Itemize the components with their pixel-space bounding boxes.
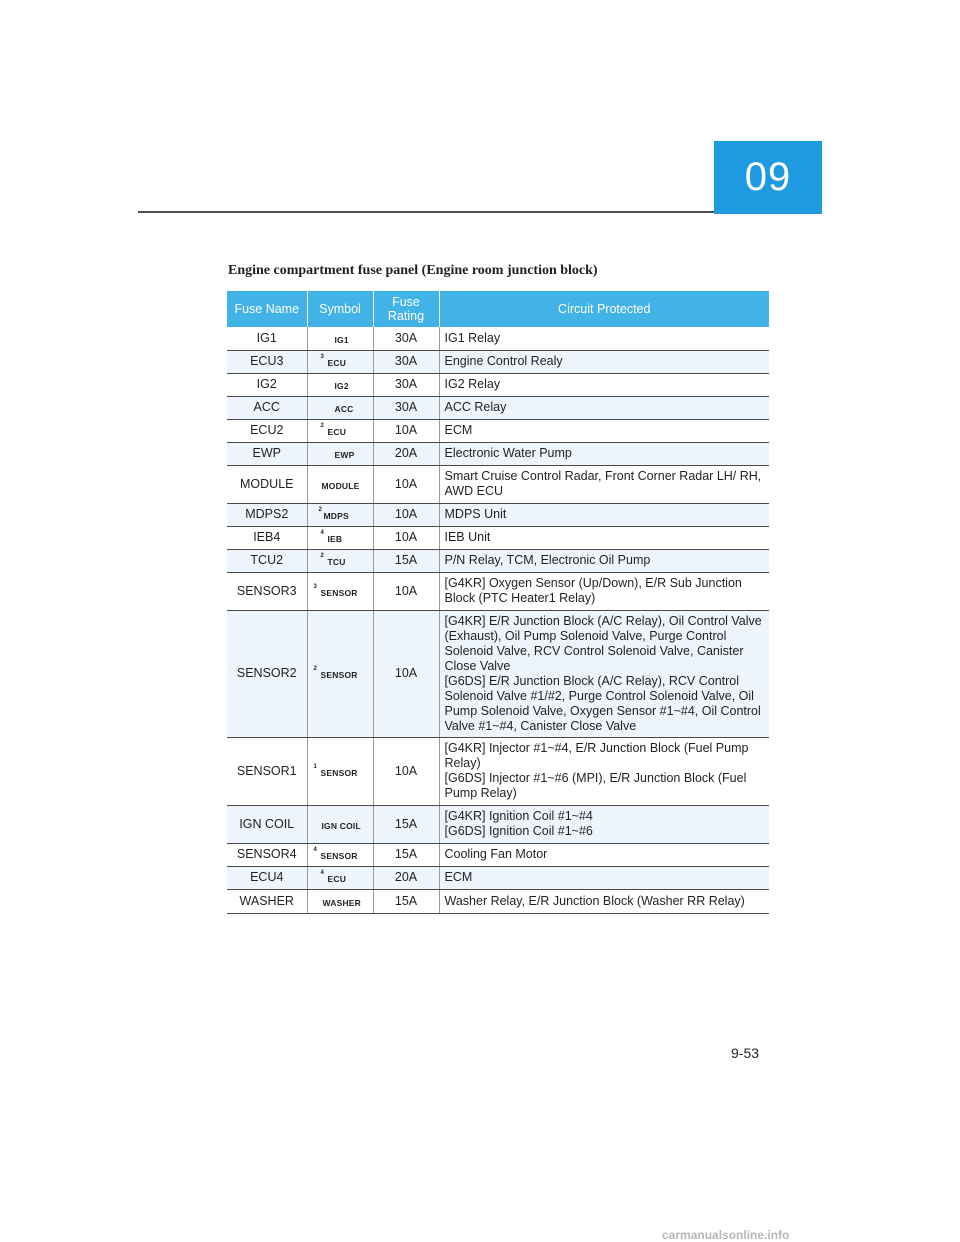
fuse-symbol-icon: [313, 870, 379, 885]
cell-symbol: [307, 327, 373, 350]
symbol-text: MODULE: [321, 480, 360, 491]
symbol-text: ECU: [327, 427, 347, 437]
header-fuse-rating: [373, 291, 439, 327]
section-title: Engine compartment fuse panel (Engine room junction block): [228, 263, 598, 278]
cell-fuse-name: IGN COIL: [227, 805, 307, 843]
cell-fuse-name: SENSOR2: [227, 610, 307, 737]
symbol-text: IEB: [327, 534, 343, 544]
cell-circuit-protected: Engine Control Realy: [439, 350, 769, 373]
symbol-number: 4: [313, 847, 317, 853]
fuse-symbol-icon: [313, 847, 379, 862]
cell-fuse-rating: 10A: [373, 610, 439, 737]
cell-fuse-rating: 30A: [373, 350, 439, 373]
cell-fuse-name: EWP: [227, 442, 307, 465]
header-rating-line2: Rating: [387, 309, 425, 323]
cell-symbol: [307, 396, 373, 419]
page-number: 9-53: [731, 1045, 760, 1061]
symbol-text: SENSOR: [320, 587, 358, 598]
cell-circuit-protected: [G4KR] E/R Junction Block (A/C Relay), Oil Control Valve (Exhaust), Oil Pump Solenoid Valve, Purge Control Solenoid Valve, RCV Control Solenoid Valve, Canister Close Valve [G6DS] E/R Junction Block (A/C Relay), RCV Control Solenoid Valve #1/#2, Purge Control Solenoid Valve, Oil Pump Solenoid Valve, Oxygen Sensor #1~#4, Oil Control Valve #1~#4, Canister Close Valve: [439, 610, 769, 737]
cell-symbol: [307, 350, 373, 373]
cell-fuse-rating: 15A: [373, 843, 439, 866]
cell-fuse-rating: 20A: [373, 866, 439, 889]
table-row: [227, 373, 769, 396]
fuse-symbol-icon: [313, 507, 379, 522]
cell-circuit-protected: [G4KR] Oxygen Sensor (Up/Down), E/R Sub Junction Block (PTC Heater1 Relay): [439, 572, 769, 610]
cell-fuse-name: SENSOR3: [227, 572, 307, 610]
header-rating-line1: Fuse: [392, 295, 420, 309]
cell-fuse-name: TCU2: [227, 549, 307, 572]
symbol-number: 4: [320, 530, 324, 536]
cell-fuse-rating: 30A: [373, 327, 439, 350]
cell-symbol: [307, 866, 373, 889]
symbol-text: SENSOR: [320, 767, 358, 778]
cell-symbol: [307, 549, 373, 572]
cell-fuse-rating: 15A: [373, 549, 439, 572]
cell-symbol: [307, 373, 373, 396]
cell-fuse-rating: 15A: [373, 889, 439, 913]
fuse-table: [227, 291, 769, 914]
fuse-symbol-icon: [313, 423, 379, 438]
symbol-text: SENSOR: [320, 670, 358, 680]
cell-fuse-name: MDPS2: [227, 503, 307, 526]
table-row: [227, 572, 769, 610]
header-fuse-name: Fuse Name: [227, 291, 307, 327]
cell-fuse-rating: 10A: [373, 737, 439, 805]
cell-circuit-protected: IG1 Relay: [439, 327, 769, 350]
cell-circuit-protected: MDPS Unit: [439, 503, 769, 526]
fuse-symbol-icon: [313, 331, 379, 346]
cell-fuse-name: IG2: [227, 373, 307, 396]
cell-fuse-rating: 20A: [373, 442, 439, 465]
cell-circuit-protected: Smart Cruise Control Radar, Front Corner Radar LH/ RH, AWD ECU: [439, 465, 769, 503]
symbol-text: EWP: [334, 450, 355, 460]
table-row: [227, 889, 769, 913]
header-rule: [138, 211, 714, 213]
cell-circuit-protected: P/N Relay, TCM, Electronic Oil Pump: [439, 549, 769, 572]
cell-circuit-protected: ACC Relay: [439, 396, 769, 419]
symbol-text: ECU: [327, 874, 347, 884]
chapter-tab: 09: [714, 141, 822, 214]
cell-fuse-name: SENSOR4: [227, 843, 307, 866]
table-row: [227, 327, 769, 350]
fuse-symbol-icon: [313, 894, 379, 909]
cell-fuse-name: WASHER: [227, 889, 307, 913]
cell-symbol: [307, 610, 373, 737]
table-row: [227, 805, 769, 843]
cell-fuse-rating: 10A: [373, 419, 439, 442]
cell-symbol: [307, 442, 373, 465]
symbol-number: 2: [320, 553, 324, 559]
fuse-symbol-icon: [313, 354, 379, 369]
cell-symbol: [307, 419, 373, 442]
cell-symbol: [307, 805, 373, 843]
table-row: [227, 866, 769, 889]
fuse-symbol-icon: [313, 477, 379, 492]
cell-symbol: [307, 843, 373, 866]
cell-fuse-name: ECU3: [227, 350, 307, 373]
cell-fuse-rating: 10A: [373, 526, 439, 549]
cell-fuse-rating: 10A: [373, 503, 439, 526]
cell-circuit-protected: [G4KR] Injector #1~#4, E/R Junction Block (Fuel Pump Relay) [G6DS] Injector #1~#6 (MPI), E/R Junction Block (Fuel Pump Relay): [439, 737, 769, 805]
table-row: [227, 843, 769, 866]
watermark: carmanualsonline.info: [662, 1228, 790, 1242]
cell-fuse-name: IG1: [227, 327, 307, 350]
cell-circuit-protected: ECM: [439, 419, 769, 442]
fuse-symbol-icon: [313, 666, 379, 681]
table-row: [227, 419, 769, 442]
symbol-number: 4: [320, 870, 324, 876]
cell-fuse-name: IEB4: [227, 526, 307, 549]
header-symbol: Symbol: [307, 291, 373, 327]
symbol-text: ECU: [327, 358, 347, 368]
cell-fuse-rating: 10A: [373, 465, 439, 503]
table-row: [227, 465, 769, 503]
cell-symbol: [307, 889, 373, 913]
symbol-number: 3: [320, 354, 324, 360]
fuse-symbol-icon: [313, 530, 379, 545]
table-row: [227, 610, 769, 737]
cell-circuit-protected: Electronic Water Pump: [439, 442, 769, 465]
cell-symbol: [307, 503, 373, 526]
cell-circuit-protected: Washer Relay, E/R Junction Block (Washer RR Relay): [439, 889, 769, 913]
symbol-number: 2: [318, 507, 322, 513]
symbol-text: TCU: [327, 557, 346, 567]
cell-circuit-protected: IEB Unit: [439, 526, 769, 549]
symbol-text: WASHER: [322, 897, 362, 908]
symbol-number: 2: [313, 666, 317, 672]
cell-circuit-protected: IG2 Relay: [439, 373, 769, 396]
cell-fuse-rating: 30A: [373, 396, 439, 419]
symbol-text: ACC: [334, 404, 354, 414]
symbol-number: 3: [313, 583, 317, 590]
symbol-number: 1: [313, 763, 317, 770]
fuse-symbol-icon: [313, 764, 379, 779]
table-row: [227, 350, 769, 373]
table-row: [227, 549, 769, 572]
table-row: [227, 737, 769, 805]
cell-circuit-protected: ECM: [439, 866, 769, 889]
table-row: [227, 442, 769, 465]
cell-circuit-protected: [G4KR] Ignition Coil #1~#4 [G6DS] Ignition Coil #1~#6: [439, 805, 769, 843]
cell-fuse-name: MODULE: [227, 465, 307, 503]
cell-symbol: [307, 465, 373, 503]
cell-symbol: [307, 526, 373, 549]
cell-fuse-rating: 30A: [373, 373, 439, 396]
table-row: [227, 503, 769, 526]
symbol-text: IGN COIL: [321, 820, 361, 831]
symbol-text: IG1: [334, 334, 349, 345]
cell-circuit-protected: Cooling Fan Motor: [439, 843, 769, 866]
cell-fuse-name: ECU2: [227, 419, 307, 442]
cell-fuse-name: SENSOR1: [227, 737, 307, 805]
fuse-symbol-icon: [313, 817, 379, 832]
symbol-text: MDPS: [323, 511, 349, 521]
table-row: [227, 526, 769, 549]
cell-symbol: [307, 572, 373, 610]
fuse-symbol-icon: [313, 446, 379, 461]
cell-fuse-name: ECU4: [227, 866, 307, 889]
table-header-row: [227, 291, 769, 327]
cell-symbol: [307, 737, 373, 805]
fuse-symbol-icon: [313, 553, 379, 568]
fuse-symbol-icon: [313, 584, 379, 599]
fuse-table-body: [227, 327, 769, 913]
header-circuit-protected: Circuit Protected: [439, 291, 769, 327]
cell-fuse-rating: 15A: [373, 805, 439, 843]
cell-fuse-rating: 10A: [373, 572, 439, 610]
cell-fuse-name: ACC: [227, 396, 307, 419]
symbol-number: 2: [320, 423, 324, 429]
table-row: [227, 396, 769, 419]
symbol-text: SENSOR: [320, 851, 358, 861]
symbol-text: IG2: [334, 381, 349, 391]
fuse-symbol-icon: [313, 377, 379, 392]
fuse-symbol-icon: [313, 400, 379, 415]
